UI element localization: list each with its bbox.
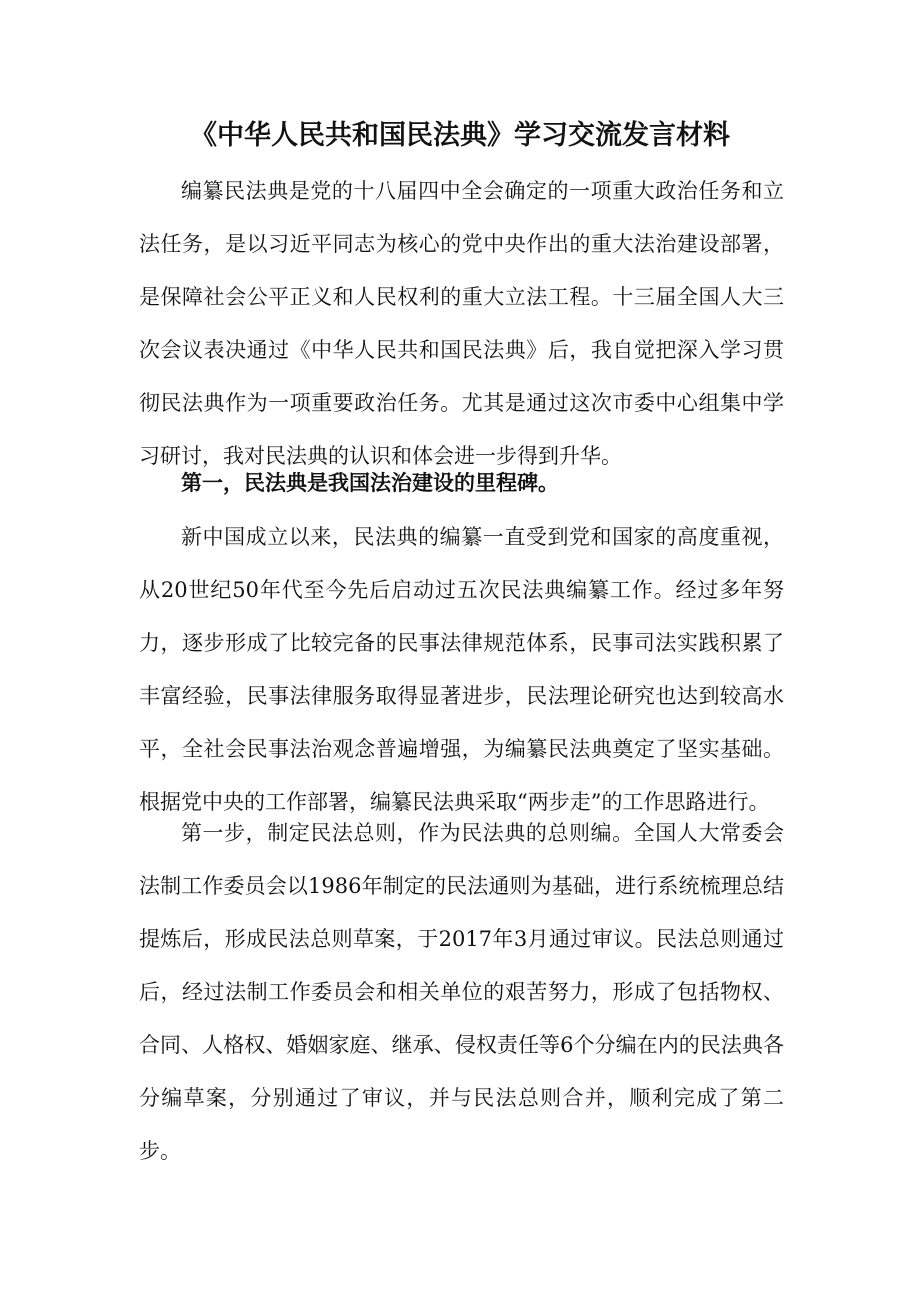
history-paragraph: 新中国成立以来，民法典的编纂一直受到党和国家的高度重视，从20世纪50年代至今先后启动过五次民法典编纂工作。经过多年努力，逐步形成了比较完备的民事法律规范体系，民事司法实践积累了丰富经验，民事法律服务取得显著进步，民法理论研究也达到较高水平，全社会民事法治观念普遍增强，为编纂民法典奠定了坚实基础。根据党中央的工作部署，编纂民法典采取“两步走”的工作思路进行。 <box>139 525 784 814</box>
document-title: 《中华人民共和国民法典》学习交流发言材料 <box>190 120 730 151</box>
intro-paragraph: 编纂民法典是党的十八届四中全会确定的一项重大政治任务和立法任务，是以习近平同志为核心的党中央作出的重大法治建设部署，是保障社会公平正义和人民权利的重大立法工程。十三届全国人大三次会议表决通过《中华人民共和国民法典》后，我自觉把深入学习贯彻民法典作为一项重要政治任务。尤其是通过这次市委中心组集中学习研讨，我对民法典的认识和体会进一步得到升华。 <box>139 179 784 468</box>
section-heading-first: 第一，民法典是我国法治建设的里程碑。 <box>181 471 559 495</box>
step-one-paragraph: 第一步，制定民法总则，作为民法典的总则编。全国人大常委会法制工作委员会以1986年制定的民法通则为基础，进行系统梳理总结提炼后，形成民法总则草案，于2017年3月通过审议。民法总则通过后，经过法制工作委员会和相关单位的艰苦努力，形成了包括物权、合同、人格权、婚姻家庭、继承、侵权责任等6个分编在内的民法典各分编草案，分别通过了审议，并与民法总则合并，顺利完成了第二步。 <box>139 821 784 1163</box>
